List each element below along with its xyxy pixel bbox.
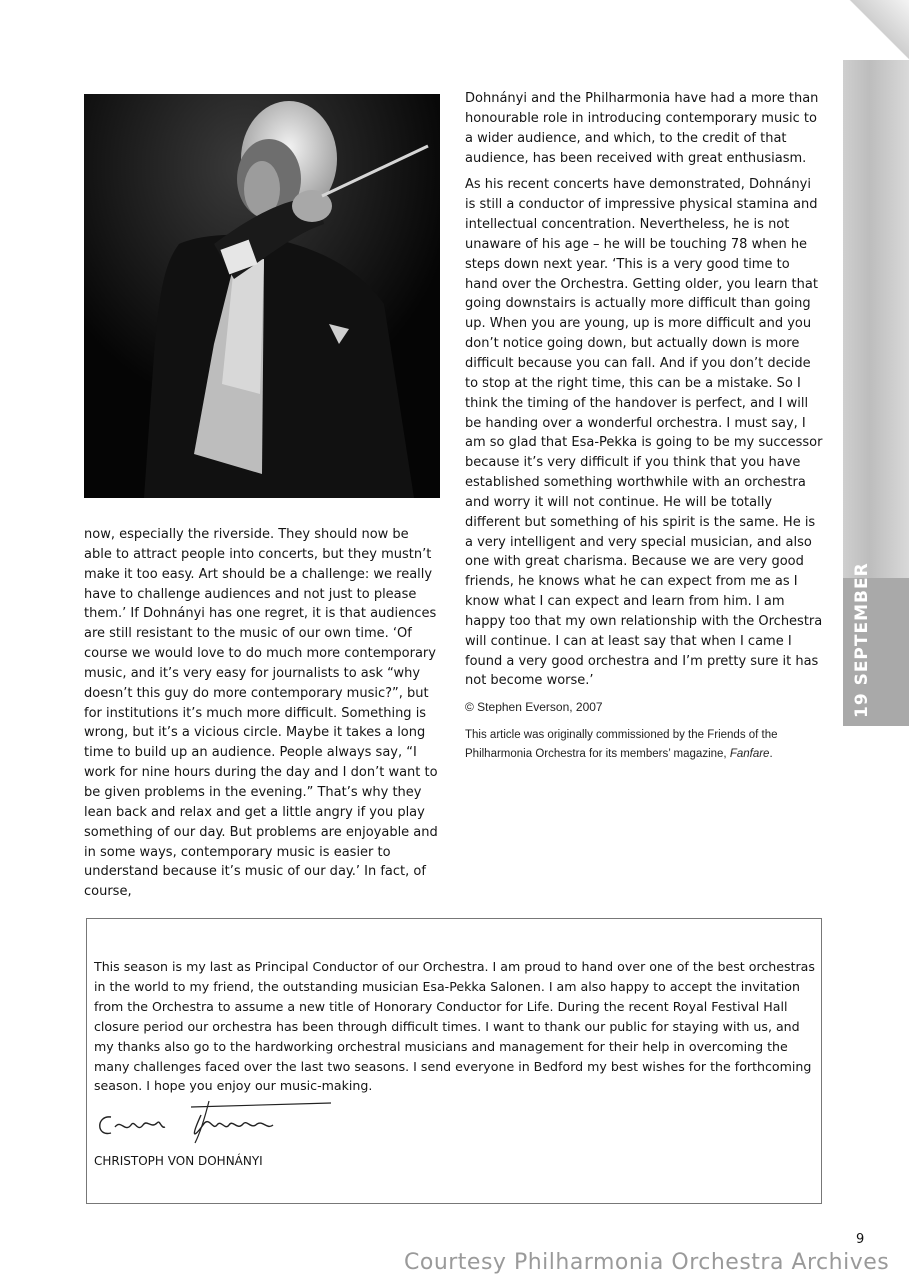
article-paragraph: Dohnányi and the Philharmonia have had a more than honourable role in introducing contemporary music to a wider audience, and which, to the credit of that audience, has been received with great enthusiasm. bbox=[465, 91, 819, 166]
conductor-message: This season is my last as Principal Conductor of our Orchestra. I am proud to hand over one of the best orchestras in the world to my friend, the outstanding musician Esa-Pekka Salonen. I am also happy to accept the invitation from the Orchestra to assume a new title of Honorary Conductor for Life. During the recent Royal Festival Hall closure period our orchestra has been through difficult times. I want to thank our public for staying with us, and my thanks also go to the hardworking orchestral musicians and management for their help in overcoming the many challenges faced over the last two seasons. I send everyone in Bedford my best wishes for the forthcoming season. I hope you enjoy our music-making. bbox=[94, 959, 815, 1094]
page-number: 9 bbox=[856, 1232, 865, 1247]
signature-icon bbox=[91, 1097, 341, 1147]
signer-name: CHRISTOPH VON DOHNÁNYI bbox=[94, 1154, 263, 1168]
conductor-message-box bbox=[86, 918, 822, 1204]
article-right-column bbox=[465, 89, 825, 764]
article-paragraph: now, especially the riverside. They should now be able to attract people into concerts, but they mustn’t make it too easy. Art should be a challenge: we really have to challenge audiences and not just to please them.’ If Dohnányi has one regret, it is that audiences are still resistant to the music of our own time. ‘Of course we would love to do much more contemporary music, and it’s very easy for journalists to ask “why doesn’t this guy do more contemporary music?”, but for institutions it’s much more difficult. Something is wrong, but it’s a vicious circle. Maybe it takes a long time to build up an audience. People always say, “I work for nine hours during the day and I don’t want to be given problems in the evening.” That’s why they lean back and relax and get a little angry if you play something of our day. But problems are enjoyable and in some ways, contemporary music is easier to understand because it’s music of our day.’ In fact, of course, bbox=[84, 527, 438, 900]
page-curl bbox=[839, 0, 909, 60]
note-end: . bbox=[769, 748, 773, 761]
archive-watermark: Courtesy Philharmonia Orchestra Archives bbox=[404, 1250, 890, 1275]
article-origin-note bbox=[465, 726, 825, 764]
copyright-byline: © Stephen Everson, 2007 bbox=[465, 700, 603, 715]
article-paragraph: As his recent concerts have demonstrated, Dohnányi is still a conductor of impressive physical stamina and intellectual concentration. Nevertheless, he is not unaware of his age – he will be touching 78 when he steps down next year. ‘This is a very good time to hand over the Orchestra. Getting older, you learn that going downstairs is actually more difficult than going up. When you are young, up is more difficult and you don’t notice going down, but actually down is more difficult because you can fall. And if you don’t decide to stop at the right time, this can be a mistake. So I think the timing of the handover is perfect, and I will be handing over a wonderful orchestra. I must say, I am so glad that Esa-Pekka is going to be my successor because it’s very difficult if you think that you have established something worthwhile with an orchestra and worry it will not continue. He will be totally different but something of his spirit is the same. He is a very intelligent and very special musician, and also one with great charisma. Because we are very good friends, he knows what he can expect from me as I know what I can expect and learn from him. I am happy too that my own relationship with the Orchestra will continue. I can at least say that when I came I found a very good orchestra and I’m pretty sure it has not become worse.’ bbox=[465, 177, 823, 689]
conductor-photo bbox=[84, 94, 440, 498]
article-left-column bbox=[84, 525, 440, 902]
magazine-title: Fanfare bbox=[729, 748, 770, 761]
date-tab-label: 19 SEPTEMBER bbox=[852, 562, 872, 718]
note-text: This article was originally commissioned by the Friends of the Philharmonia Orchestra for its members’ magazine, bbox=[465, 729, 778, 761]
